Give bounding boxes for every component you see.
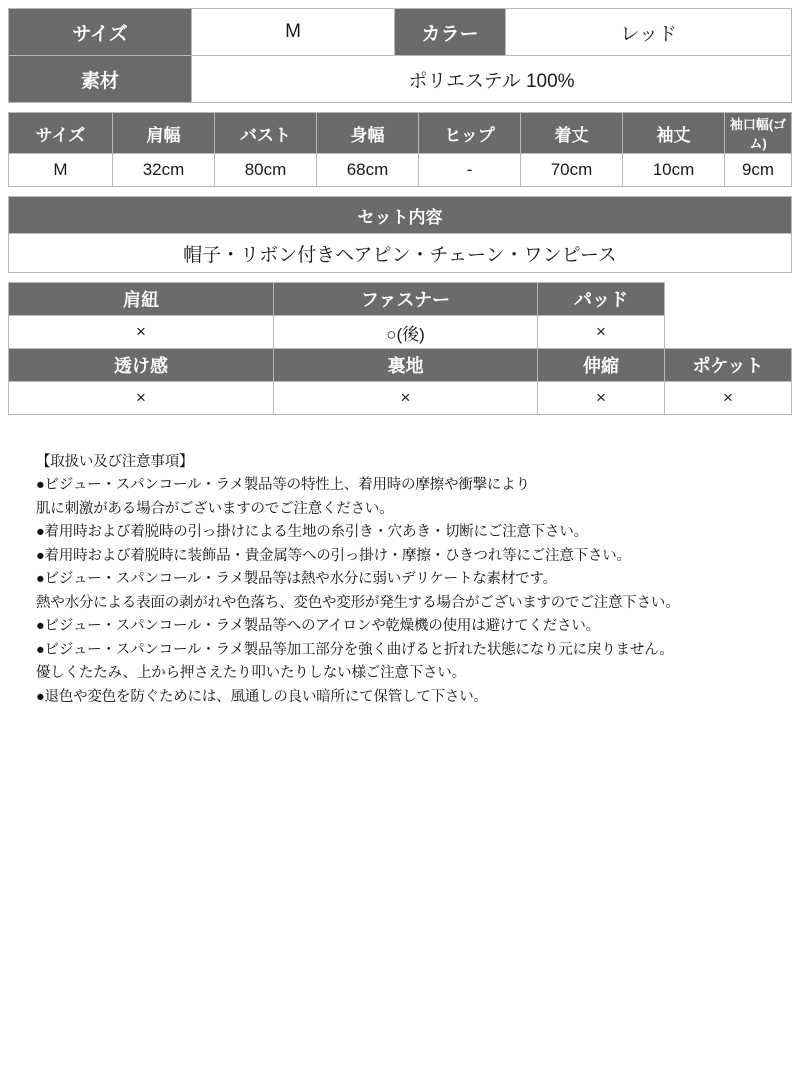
table-row (9, 234, 792, 273)
care-note-line: ●退色や変色を防ぐためには、風通しの良い暗所にて保管して下さい。 (36, 688, 488, 705)
set-contents-table (8, 196, 792, 273)
care-notes-title: 【取扱い及び注意事項】 (36, 454, 194, 470)
spec-value-color: レッド (506, 9, 792, 56)
meas-value-cuff-width: 9cm (725, 154, 792, 187)
care-note-line: 熱や水分による表面の剥がれや色落ち、変色や変形が発生する場合がございますのでご注意下さい。 (36, 594, 680, 611)
table-row (9, 9, 792, 56)
care-note-line: 肌に刺激がある場合がございますのでご注意ください。 (36, 500, 394, 517)
detail-header-sheerness: 透け感 (9, 349, 274, 382)
care-note-line: ●ビジュー・スパンコール・ラメ製品等加工部分を強く曲げると折れた状態になり元に戻りません。 (36, 641, 674, 658)
table-header-row (9, 349, 792, 382)
meas-value-body-width: 68cm (317, 154, 419, 187)
spec-table (8, 8, 792, 103)
meas-header-length: 着丈 (521, 113, 623, 154)
meas-value-size: M (9, 154, 113, 187)
detail-header-zipper: ファスナー (274, 283, 538, 316)
detail-header-pocket: ポケット (665, 349, 792, 382)
detail-value-zipper: ○(後) (274, 316, 538, 349)
table-row (9, 316, 792, 349)
spec-value-size: M (192, 9, 395, 56)
measurement-table (8, 112, 792, 187)
set-contents-value: 帽子・リボン付きヘアピン・チェーン・ワンピース (9, 234, 792, 273)
meas-value-sleeve-length: 10cm (623, 154, 725, 187)
meas-header-cuff-width: 袖口幅(ゴム) (725, 113, 792, 154)
detail-value-lining: × (274, 382, 538, 415)
detail-value-pad: × (538, 316, 665, 349)
meas-value-bust: 80cm (215, 154, 317, 187)
table-header-row (9, 283, 792, 316)
meas-header-sleeve-length: 袖丈 (623, 113, 725, 154)
set-contents-header: セット内容 (9, 197, 792, 234)
care-note-line: ●ビジュー・スパンコール・ラメ製品等の特性上、着用時の摩擦や衝撃により (36, 477, 530, 494)
detail-header-lining: 裏地 (274, 349, 538, 382)
detail-value-strap: × (9, 316, 274, 349)
detail-value-stretch: × (538, 382, 665, 415)
care-note-line: ●ビジュー・スパンコール・ラメ製品等は熱や水分に弱いデリケートな素材です。 (36, 571, 557, 588)
table-header-row (9, 113, 792, 154)
spec-label-material: 素材 (9, 56, 192, 103)
meas-header-body-width: 身幅 (317, 113, 419, 154)
detail-header-stretch: 伸縮 (538, 349, 665, 382)
meas-header-size: サイズ (9, 113, 113, 154)
care-notes (36, 451, 792, 709)
table-row (9, 56, 792, 103)
table-header-row (9, 197, 792, 234)
care-note-line: ●着用時および着脱時に装飾品・貴金属等への引っ掛け・摩擦・ひきつれ等にご注意下さい。 (36, 547, 631, 564)
meas-header-hip: ヒップ (419, 113, 521, 154)
meas-value-hip: - (419, 154, 521, 187)
care-note-line: ●ビジュー・スパンコール・ラメ製品等へのアイロンや乾燥機の使用は避けてください。 (36, 618, 600, 635)
detail-header-strap: 肩紐 (9, 283, 274, 316)
spec-value-material: ポリエステル 100% (192, 56, 792, 103)
meas-header-shoulder: 肩幅 (113, 113, 215, 154)
detail-table (8, 282, 792, 415)
detail-value-pocket: × (665, 382, 792, 415)
care-note-line: 優しくたたみ、上から押さえたり叩いたりしない様ご注意下さい。 (36, 665, 466, 682)
meas-value-length: 70cm (521, 154, 623, 187)
table-row (9, 382, 792, 415)
detail-header-pad: パッド (538, 283, 665, 316)
detail-value-sheerness: × (9, 382, 274, 415)
table-row (9, 154, 792, 187)
care-note-line: ●着用時および着脱時の引っ掛けによる生地の糸引き・穴あき・切断にご注意下さい。 (36, 524, 588, 541)
spec-label-size: サイズ (9, 9, 192, 56)
meas-header-bust: バスト (215, 113, 317, 154)
meas-value-shoulder: 32cm (113, 154, 215, 187)
spec-label-color: カラー (395, 9, 506, 56)
